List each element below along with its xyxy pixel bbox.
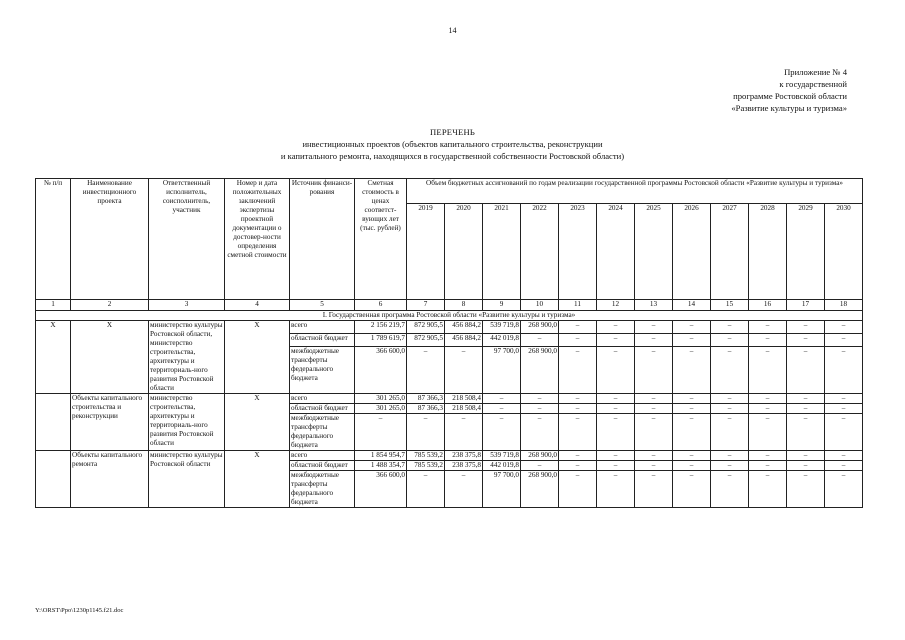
year-value-cell: 456 884,2 bbox=[445, 333, 483, 346]
year-value-cell: – bbox=[635, 346, 673, 393]
expertise-cell: Х bbox=[225, 321, 290, 394]
year-value-cell: – bbox=[711, 414, 749, 451]
year-value-cell: 268 900,0 bbox=[521, 451, 559, 461]
year-value-cell: – bbox=[597, 333, 635, 346]
year-value-cell: 238 375,8 bbox=[445, 461, 483, 471]
expertise-cell: Х bbox=[225, 451, 290, 508]
executor-cell: министерство строительства, архитектуры и территориаль-ного развития Ростовской области bbox=[149, 394, 225, 451]
page-number: 14 bbox=[448, 26, 457, 35]
year-value-cell: 97 700,0 bbox=[483, 471, 521, 508]
year-value-cell: – bbox=[445, 471, 483, 508]
year-value-cell: – bbox=[749, 461, 787, 471]
year-value-cell: – bbox=[711, 321, 749, 334]
year-value-cell: – bbox=[597, 404, 635, 414]
estimated-cost-cell: 2 156 219,7 bbox=[355, 321, 407, 334]
estimated-cost-cell: 1 854 954,7 bbox=[355, 451, 407, 461]
year-value-cell: – bbox=[559, 394, 597, 404]
estimated-cost-cell: 301 265,0 bbox=[355, 394, 407, 404]
year-value-cell: – bbox=[559, 333, 597, 346]
year-value-cell: – bbox=[597, 346, 635, 393]
funding-source-cell: всего bbox=[290, 451, 355, 461]
funding-source-cell: областной бюджет bbox=[290, 404, 355, 414]
year-value-cell: – bbox=[825, 321, 863, 334]
year-value-cell: – bbox=[635, 394, 673, 404]
appendix-line: программе Ростовской области bbox=[733, 91, 847, 101]
year-value-cell: – bbox=[673, 471, 711, 508]
year-value-cell: – bbox=[635, 461, 673, 471]
table-row bbox=[36, 394, 863, 404]
header-year: 2024 bbox=[597, 204, 635, 300]
estimated-cost-cell: 1 488 354,7 bbox=[355, 461, 407, 471]
year-value-cell: – bbox=[749, 414, 787, 451]
column-number: 14 bbox=[673, 300, 711, 311]
estimated-cost-cell: 366 600,0 bbox=[355, 346, 407, 393]
year-value-cell: 87 366,3 bbox=[407, 404, 445, 414]
year-value-cell: – bbox=[445, 414, 483, 451]
title-line: ПЕРЕЧЕНЬ bbox=[429, 127, 476, 137]
header-year: 2030 bbox=[825, 204, 863, 300]
column-number: 12 bbox=[597, 300, 635, 311]
year-value-cell: 268 900,0 bbox=[521, 346, 559, 393]
column-number: 17 bbox=[787, 300, 825, 311]
year-value-cell: – bbox=[673, 404, 711, 414]
header-year: 2028 bbox=[749, 204, 787, 300]
funding-source-cell: всего bbox=[290, 321, 355, 334]
funding-source-cell: областной бюджет bbox=[290, 461, 355, 471]
year-value-cell: – bbox=[787, 321, 825, 334]
funding-source-cell: межбюджетные трансферты федерального бюджета bbox=[290, 346, 355, 393]
year-value-cell: 872 905,5 bbox=[407, 333, 445, 346]
column-number: 2 bbox=[71, 300, 149, 311]
title-line: и капитального ремонта, находящихся в государственной собственности Ростовской области) bbox=[280, 151, 625, 161]
year-value-cell: – bbox=[787, 414, 825, 451]
header-num: № п/п bbox=[36, 179, 71, 300]
year-value-cell: – bbox=[673, 461, 711, 471]
year-value-cell: – bbox=[749, 346, 787, 393]
year-value-cell: – bbox=[825, 346, 863, 393]
year-value-cell: – bbox=[483, 404, 521, 414]
year-value-cell: – bbox=[673, 321, 711, 334]
year-value-cell: – bbox=[483, 394, 521, 404]
year-value-cell: 785 539,2 bbox=[407, 461, 445, 471]
year-value-cell: 442 019,8 bbox=[483, 461, 521, 471]
column-number: 3 bbox=[149, 300, 225, 311]
year-value-cell: – bbox=[635, 333, 673, 346]
project-number-cell bbox=[36, 451, 71, 508]
funding-source-cell: всего bbox=[290, 394, 355, 404]
year-value-cell: – bbox=[597, 471, 635, 508]
year-value-cell: 872 905,5 bbox=[407, 321, 445, 334]
year-value-cell: 87 366,3 bbox=[407, 394, 445, 404]
year-value-cell: – bbox=[635, 321, 673, 334]
project-name-cell: Объекты капитального строительства и реконструкции bbox=[71, 394, 149, 451]
appendix-line: «Развитие культуры и туризма» bbox=[731, 103, 847, 113]
year-value-cell: – bbox=[559, 404, 597, 414]
year-value-cell: – bbox=[635, 471, 673, 508]
year-value-cell: – bbox=[825, 394, 863, 404]
year-value-cell: – bbox=[787, 451, 825, 461]
year-value-cell: – bbox=[597, 461, 635, 471]
year-value-cell: – bbox=[559, 461, 597, 471]
header-year: 2027 bbox=[711, 204, 749, 300]
year-value-cell: 539 719,8 bbox=[483, 451, 521, 461]
column-number: 7 bbox=[407, 300, 445, 311]
executor-cell: министерство культуры Ростовской области bbox=[149, 451, 225, 508]
year-value-cell: 456 884,2 bbox=[445, 321, 483, 334]
year-value-cell: – bbox=[749, 321, 787, 334]
year-value-cell: – bbox=[521, 394, 559, 404]
appendix-line: к государственной bbox=[779, 79, 847, 89]
estimated-cost-cell: 301 265,0 bbox=[355, 404, 407, 414]
executor-cell: министерство культуры Ростовской области, министерство строительства, архитектуры и территориаль-ного развития Ростовской области bbox=[150, 321, 223, 392]
year-value-cell: – bbox=[559, 346, 597, 393]
header-volume: Объем бюджетных ассигнований по годам реализации государственной программы Ростовской области «Развитие культуры и туризма» bbox=[407, 179, 863, 204]
funding-source-cell: межбюджетные трансферты федерального бюджета bbox=[290, 471, 355, 508]
year-value-cell: 268 900,0 bbox=[521, 321, 559, 334]
year-value-cell: – bbox=[559, 451, 597, 461]
year-value-cell: – bbox=[559, 414, 597, 451]
year-value-cell: 268 900,0 bbox=[521, 471, 559, 508]
title-line: инвестиционных проектов (объектов капитального строительства, реконструкции bbox=[302, 139, 603, 149]
section-title: I. Государственная программа Ростовской области «Развитие культуры и туризма» bbox=[36, 311, 863, 321]
column-number: 8 bbox=[445, 300, 483, 311]
year-value-cell: – bbox=[825, 404, 863, 414]
project-number-cell bbox=[36, 394, 71, 451]
header-year: 2020 bbox=[445, 204, 483, 300]
year-value-cell: – bbox=[597, 321, 635, 334]
year-value-cell: 97 700,0 bbox=[483, 346, 521, 393]
year-value-cell: – bbox=[597, 451, 635, 461]
year-value-cell: – bbox=[635, 451, 673, 461]
project-number-cell: Х bbox=[36, 321, 71, 394]
header-expertise: Номер и дата положительных заключений экспертизы проектной документации о достовер-ности определения сметной стоимости bbox=[225, 179, 290, 300]
year-value-cell: – bbox=[521, 404, 559, 414]
year-value-cell: – bbox=[787, 333, 825, 346]
year-value-cell: – bbox=[711, 471, 749, 508]
year-value-cell: – bbox=[787, 404, 825, 414]
year-value-cell: – bbox=[597, 394, 635, 404]
expertise-cell: Х bbox=[225, 394, 290, 451]
year-value-cell: 238 375,8 bbox=[445, 451, 483, 461]
header-executor: Ответственный исполнитель, соисполнитель, участник bbox=[149, 179, 225, 300]
project-name-cell: Объекты капитального ремонта bbox=[71, 451, 149, 508]
year-value-cell: – bbox=[407, 414, 445, 451]
year-value-cell: – bbox=[711, 404, 749, 414]
year-value-cell: – bbox=[825, 461, 863, 471]
year-value-cell: – bbox=[521, 461, 559, 471]
table-row bbox=[36, 321, 863, 334]
year-value-cell: – bbox=[711, 346, 749, 393]
year-value-cell: – bbox=[749, 451, 787, 461]
column-number: 13 bbox=[635, 300, 673, 311]
year-value-cell: – bbox=[635, 414, 673, 451]
year-value-cell: – bbox=[483, 414, 521, 451]
year-value-cell: – bbox=[673, 451, 711, 461]
year-value-cell: – bbox=[673, 346, 711, 393]
year-value-cell: – bbox=[635, 404, 673, 414]
year-value-cell: – bbox=[673, 414, 711, 451]
funding-source-cell: областной бюджет bbox=[290, 333, 355, 346]
appendix-line: Приложение № 4 bbox=[784, 67, 847, 77]
year-value-cell: 785 539,2 bbox=[407, 451, 445, 461]
column-number: 6 bbox=[355, 300, 407, 311]
year-value-cell: – bbox=[407, 471, 445, 508]
year-value-cell: – bbox=[673, 394, 711, 404]
year-value-cell: 442 019,8 bbox=[483, 333, 521, 346]
year-value-cell: – bbox=[673, 333, 711, 346]
year-value-cell: – bbox=[787, 471, 825, 508]
year-value-cell: – bbox=[825, 451, 863, 461]
appendix-block bbox=[731, 66, 847, 114]
header-name: Наименование инвестиционного проекта bbox=[71, 179, 149, 300]
investment-projects-table bbox=[35, 178, 863, 508]
year-value-cell: – bbox=[711, 461, 749, 471]
year-value-cell: – bbox=[521, 414, 559, 451]
year-value-cell: – bbox=[787, 394, 825, 404]
year-value-cell: – bbox=[597, 414, 635, 451]
year-value-cell: – bbox=[749, 333, 787, 346]
year-value-cell: – bbox=[445, 346, 483, 393]
year-value-cell: 539 719,8 bbox=[483, 321, 521, 334]
year-value-cell: – bbox=[407, 346, 445, 393]
header-year: 2029 bbox=[787, 204, 825, 300]
year-value-cell: – bbox=[711, 394, 749, 404]
column-number: 5 bbox=[290, 300, 355, 311]
year-value-cell: – bbox=[559, 471, 597, 508]
header-year: 2023 bbox=[559, 204, 597, 300]
year-value-cell: – bbox=[749, 471, 787, 508]
year-value-cell: 218 508,4 bbox=[445, 404, 483, 414]
header-year: 2021 bbox=[483, 204, 521, 300]
year-value-cell: – bbox=[559, 321, 597, 334]
column-number: 18 bbox=[825, 300, 863, 311]
year-value-cell: – bbox=[787, 346, 825, 393]
funding-source-cell: межбюджетные трансферты федерального бюджета bbox=[290, 414, 355, 451]
estimated-cost-cell: 366 600,0 bbox=[355, 471, 407, 508]
column-number: 11 bbox=[559, 300, 597, 311]
document-title bbox=[0, 126, 905, 162]
year-value-cell: – bbox=[825, 333, 863, 346]
header-source: Источник финанси-рования bbox=[290, 179, 355, 300]
year-value-cell: – bbox=[711, 333, 749, 346]
column-number: 9 bbox=[483, 300, 521, 311]
year-value-cell: – bbox=[749, 404, 787, 414]
header-year: 2026 bbox=[673, 204, 711, 300]
column-number: 4 bbox=[225, 300, 290, 311]
file-path-footer: Y:\ORST\Ppo\1230p1145.f21.doc bbox=[35, 607, 124, 614]
year-value-cell: 218 508,4 bbox=[445, 394, 483, 404]
table-row bbox=[36, 451, 863, 461]
header-cost: Сметная стоимость в ценах соответст-вующих лет (тыс. рублей) bbox=[355, 179, 407, 300]
column-number: 1 bbox=[36, 300, 71, 311]
estimated-cost-cell: – bbox=[355, 414, 407, 451]
header-year: 2022 bbox=[521, 204, 559, 300]
year-value-cell: – bbox=[749, 394, 787, 404]
header-year: 2019 bbox=[407, 204, 445, 300]
column-number: 16 bbox=[749, 300, 787, 311]
year-value-cell: – bbox=[521, 333, 559, 346]
column-number: 15 bbox=[711, 300, 749, 311]
column-number: 10 bbox=[521, 300, 559, 311]
year-value-cell: – bbox=[787, 461, 825, 471]
year-value-cell: – bbox=[825, 471, 863, 508]
estimated-cost-cell: 1 789 619,7 bbox=[355, 333, 407, 346]
year-value-cell: – bbox=[825, 414, 863, 451]
year-value-cell: – bbox=[711, 451, 749, 461]
project-name-cell: Х bbox=[71, 321, 149, 394]
header-year: 2025 bbox=[635, 204, 673, 300]
